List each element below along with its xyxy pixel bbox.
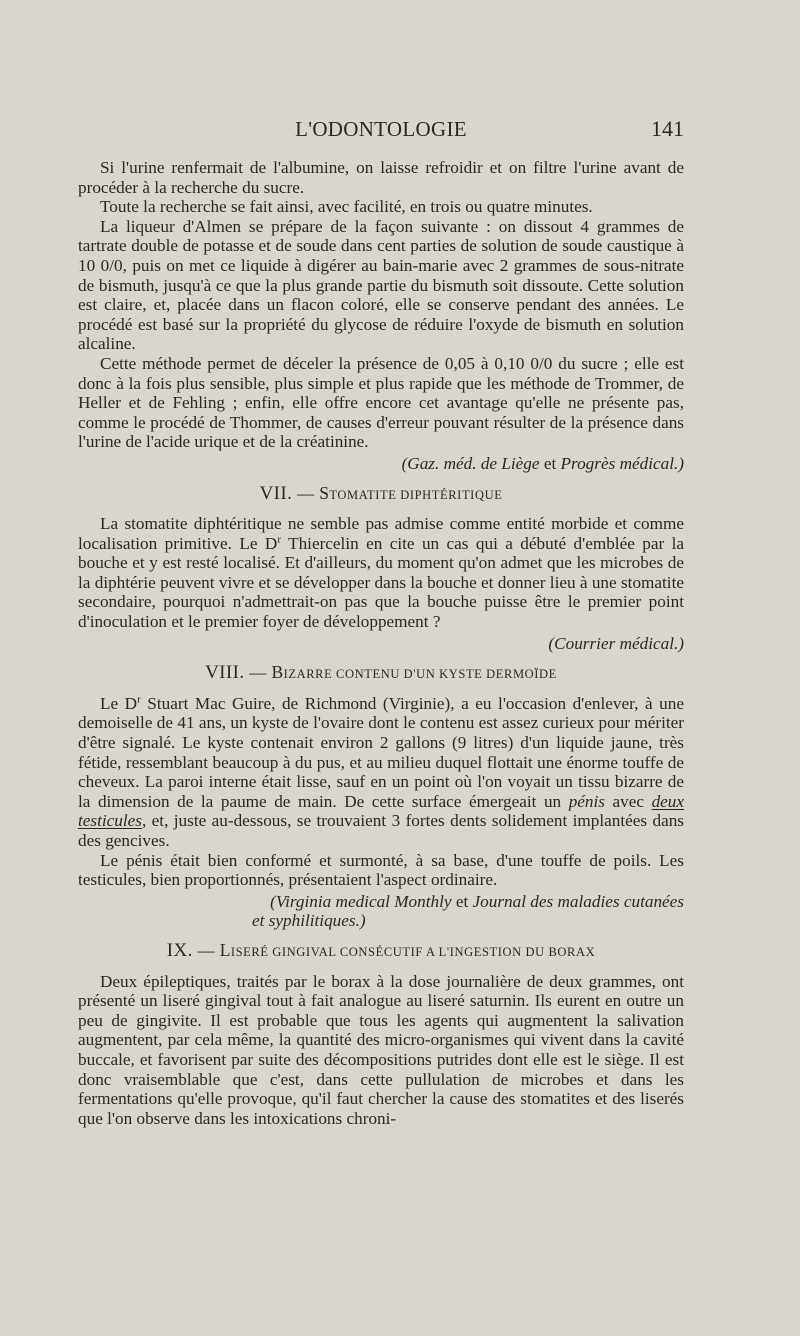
section-number: VIII. (205, 662, 245, 684)
section-dash: — (244, 663, 272, 683)
text-run: Thiercelin en cite un cas qui a débuté d'emblée par la bouche et y est resté localisé. Et d'ailleurs, du moment qu'on admet que les microbes de la diphtérie peuvent vivre et se développer dans la bouche et donner lieu à une stomatite secondaire, pourquoi n'admettrait-on pas que la bouche puisse être le premier point d'inoculation et le premier foyer de développement ? (78, 533, 684, 632)
section-initial: L (219, 939, 231, 960)
page-header (78, 112, 684, 142)
text-run: , et, juste au-dessous, se trouvaient 3 fortes dents solidement implantées dans des gencives. (78, 811, 684, 850)
citation-source: (Gaz. méd. de Liège (401, 453, 540, 473)
section-title-text: ISERÉ GINGIVAL CONSÉCUTIF A L'INGESTION DU BORAX (230, 944, 596, 959)
section-heading (78, 663, 684, 685)
paragraph: Deux épileptiques, traités par le borax à la dose journalière de deux grammes, ont présenté un liseré gingival tout à fait analogue au liseré saturnin. Ils eurent en outre un peu de gingivite. Il est probable que tous les agents qui augmentent la salivation augmentent, par cela même, la quantité des micro-organismes qui vivent dans la cavité buccale, et favorisent par suite des décompositions putrides dont elle est le siège. Il est donc vraisemblable que c'est, dans cette pullulation de microbes et dans les fermentations qu'elle provoque, qu'il faut chercher la cause des stomatites et des liserés que l'on observe dans les intoxications chroni- (78, 971, 684, 1128)
section-title-text: IZARRE CONTENU D'UN KYSTE DERMOÏDE (283, 667, 557, 682)
paragraph: Cette méthode permet de déceler la présence de 0,05 à 0,10 0/0 du sucre ; elle est donc à la fois plus sensible, plus simple et plus rapide que les méthode de Trommer, de Heller et de Fehling ; enfin, elle offre encore cet avantage qu'elle ne présente pas, comme le procédé de Thommer, de causes d'erreur pouvant résulter de la présence dans l'urine de l'acide urique et de la créatinine. (78, 353, 684, 452)
section-title-text: TOMATITE DIPHTÉRITIQUE (329, 487, 503, 502)
paragraph: Le pénis était bien conformé et surmonté, à sa base, d'une touffe de poils. Les testicules, bien proportionnés, présentaient l'aspect ordinaire. (78, 850, 684, 890)
citation-line: et syphilitiques.) (252, 911, 366, 931)
paragraph: Toute la recherche se fait ainsi, avec facilité, en trois ou quatre minutes. (100, 197, 593, 217)
text-run: avec (604, 791, 652, 811)
citation-source: Progrès médical.) (560, 453, 684, 473)
section-initial: B (271, 662, 284, 683)
paragraph: Si l'urine renfermait de l'albumine, on laisse refroidir et on filtre l'urine avant de procéder à la recherche du sucre. (78, 158, 684, 197)
superscript: r (137, 693, 141, 706)
paragraph (78, 694, 684, 851)
section-number: IX. (166, 939, 193, 961)
citation-source: (Virginia medical Monthly (270, 891, 452, 911)
section-initial: S (319, 482, 330, 503)
citation (78, 892, 684, 931)
section-heading (78, 941, 684, 963)
text-run: Stuart Mac Guire, de Richmond (Virginie), a eu l'occasion d'enlever, à une demoiselle de 41 ans, un kyste de l'ovaire dont le contenu est assez curieux pour mériter d'être signalé. Le kyste contenait environ 2 gallons (9 litres) d'un liquide jaune, très fétide, ressemblant beaucoup à du pus, et au milieu duquel flottait une énorme touffe de cheveux. La paroi interne était lisse, sauf en un point où l'on voyait un tissu bizarre de la dimension de la paume de main. De cette surface émergeait un (78, 693, 684, 811)
paragraph: La liqueur d'Almen se prépare de la façon suivante : on dissout 4 grammes de tartrate double de potasse et de soude dans cent parties de solution de soude caustique à 10 0/0, puis on met ce liquide à digérer au bain-marie avec 2 grammes de sous-nitrate de bismuth, jusqu'à ce que la plus grande partie du bismuth soit dissoute. Cette solution est claire, et, placée dans un flacon coloré, elle se conserve pendant des années. Le procédé est basé sur la propriété du glycose de réduire l'oxyde de bismuth en solution alcaline. (78, 216, 684, 354)
citation-connector: et (451, 891, 473, 911)
superscript: r (277, 532, 281, 545)
paragraph (78, 514, 684, 632)
citation-connector: et (539, 453, 561, 473)
section-heading (78, 484, 684, 506)
italic-term: deux testicules (78, 791, 685, 831)
section-dash: — (292, 483, 320, 503)
citation-line (78, 892, 684, 912)
citation-source: Journal des maladies cutanées (472, 891, 684, 911)
page-number: 141 (651, 116, 684, 141)
page-body (78, 158, 684, 1128)
section-number: VII. (259, 482, 293, 504)
text-run: La stomatite diphtéritique ne semble pas admise comme entité morbide et comme localisation primitive. Le D (78, 514, 684, 553)
running-title: L'ODONTOLOGIE (295, 117, 467, 141)
text-run: Le D (100, 693, 138, 713)
citation: (Courrier médical.) (548, 633, 684, 653)
section-dash: — (192, 940, 220, 960)
citation (78, 454, 684, 474)
italic-term: pénis (568, 791, 605, 811)
